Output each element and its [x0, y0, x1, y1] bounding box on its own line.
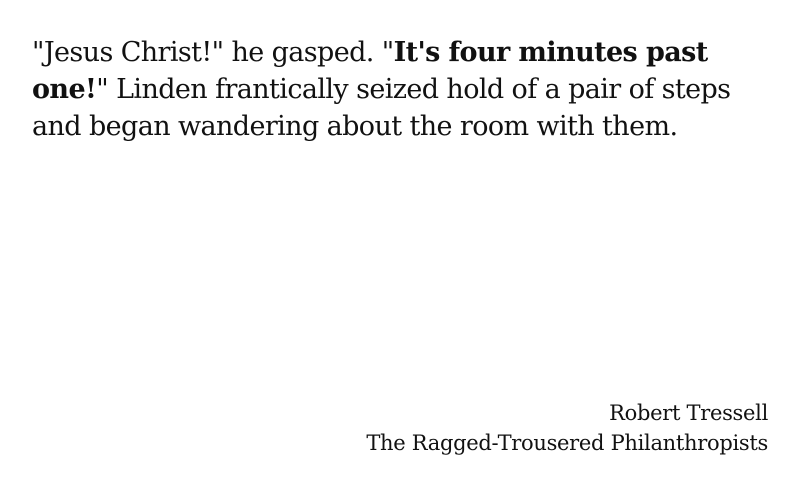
book-title: The Ragged-Trousered Philanthropists — [366, 431, 768, 455]
attribution — [366, 398, 768, 458]
quote-highlight: It's four minutes past one! — [32, 37, 708, 105]
author-name: Robert Tressell — [609, 401, 768, 425]
quote-before: "Jesus Christ!" he gasped. " — [32, 37, 394, 68]
quote-text — [32, 34, 772, 145]
quote-after: " Linden frantically seized hold of a pair of steps and began wandering about the room with them. — [32, 74, 731, 142]
